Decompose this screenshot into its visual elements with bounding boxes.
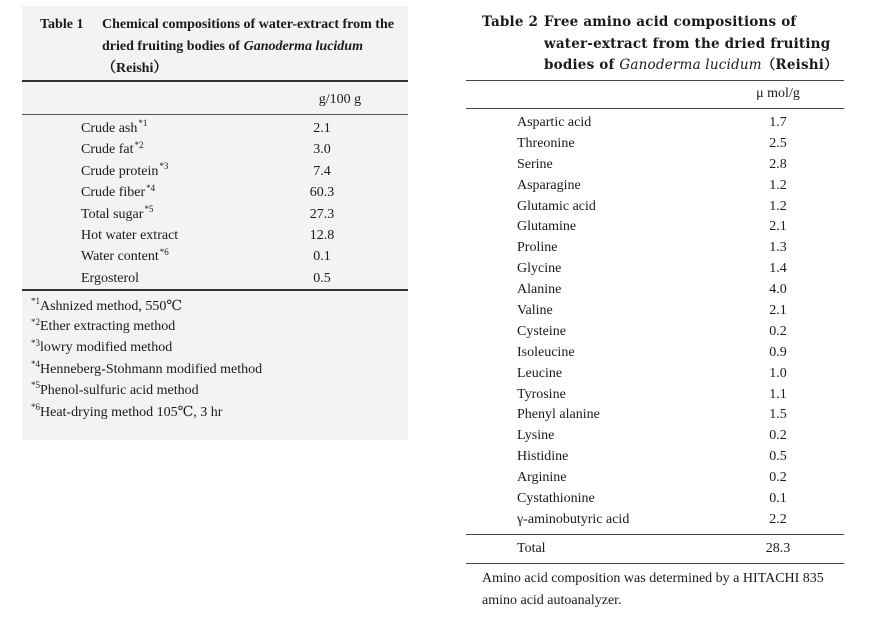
row-name: Glutamine [517, 219, 577, 235]
footnote-mark: *2 [134, 139, 144, 150]
row-name: Alanine [517, 282, 562, 298]
footnote-mark: *5 [31, 380, 40, 391]
row-name: Leucine [517, 365, 563, 381]
row-value: 0.2 [769, 323, 787, 339]
table-row [466, 323, 844, 344]
footnote-text: Ether extracting method [40, 319, 176, 335]
table-row [22, 118, 408, 142]
row-name: Threonine [517, 135, 575, 151]
row-name: Glutamic acid [517, 198, 596, 214]
row-value: 1.2 [769, 198, 787, 214]
table-row [466, 114, 844, 135]
row-value: 2.8 [769, 156, 787, 172]
table-2-body [466, 114, 844, 532]
table-2-footnote: Amino acid composition was determined by a HITACHI 835 amino acid autoanalyzer. [482, 571, 824, 608]
row-name: Serine [517, 156, 553, 172]
row-value: 1.3 [769, 240, 787, 256]
table-row [466, 135, 844, 156]
row-name: Ergosterol [81, 270, 140, 286]
table-row [466, 302, 844, 323]
table-1-body [22, 118, 408, 292]
row-value: 12.8 [309, 227, 335, 243]
row-value: 27.3 [309, 206, 335, 222]
table-1-unit-header: g/100 g [318, 92, 362, 107]
row-value: 0.2 [769, 470, 787, 486]
table-2-top-rule [466, 80, 844, 81]
row-value: 1.2 [769, 177, 787, 193]
footnote [30, 316, 400, 340]
footnote-mark: *1 [31, 296, 40, 307]
table-row [466, 281, 844, 302]
row-name: Proline [517, 240, 558, 256]
footnote [30, 337, 400, 361]
table-2-total-rule [466, 534, 844, 535]
row-value: 0.5 [769, 449, 787, 465]
table-2-title: Free amino acid compositions of water-extract from the dried fruiting bodies of Ganoderma lucidum（Reishi） [544, 14, 838, 73]
footnote [30, 358, 400, 383]
table-row [466, 239, 844, 260]
table-row [466, 198, 844, 219]
row-name: Phenyl alanine [517, 407, 600, 423]
table-row [22, 203, 408, 228]
table-row [22, 228, 408, 249]
table-2 [466, 6, 844, 631]
row-value: 0.5 [313, 270, 331, 286]
footnote-mark: *1 [138, 118, 148, 129]
footnote-mark: *5 [144, 203, 154, 214]
table-row [466, 448, 844, 469]
footnote-mark: *2 [31, 316, 40, 327]
table-1-bottom-rule [22, 289, 408, 291]
footnote-text: Ashnized method, 550℃ [40, 299, 183, 314]
table-row [466, 156, 844, 177]
table-1-top-rule [22, 80, 408, 82]
footnote [30, 404, 400, 425]
row-name: Cysteine [517, 323, 566, 339]
table-row [22, 161, 408, 185]
footnote-text: lowry modified method [40, 340, 173, 356]
row-value: 1.5 [769, 407, 787, 423]
footnote [30, 298, 400, 319]
footnote-mark: *4 [31, 358, 40, 369]
table-row [466, 344, 844, 365]
row-value: 0.2 [769, 428, 787, 444]
footnote-text: Henneberg-Stohmann modified method [40, 361, 263, 377]
table-row [466, 386, 844, 407]
row-name: Valine [517, 303, 553, 319]
table-row [466, 511, 844, 532]
footnote-text: Heat-drying method 105℃, 3 hr [40, 404, 223, 420]
row-name: Crude fiber$^{*4}$ [81, 182, 156, 201]
row-name: Glycine [517, 261, 562, 277]
footnote-mark: *6 [31, 402, 40, 413]
table-1-header-rule [22, 114, 408, 115]
row-value: 2.1 [769, 219, 787, 235]
row-value: 0.1 [769, 491, 787, 507]
row-name: Aspartic acid [517, 115, 592, 130]
row-name: Isoleucine [517, 344, 575, 360]
table-row [466, 177, 844, 198]
table-1-footnotes [30, 298, 400, 425]
row-value: 60.3 [309, 185, 335, 201]
row-value: 2.1 [313, 121, 331, 136]
table-row [466, 260, 844, 281]
table-2-header-rule [466, 108, 844, 109]
table-row [466, 218, 844, 239]
row-value: 1.0 [769, 365, 787, 381]
row-name: Histidine [517, 449, 569, 465]
table-1-label: Table 1 [40, 17, 84, 32]
row-value: 2.5 [769, 135, 787, 151]
row-name: Cystathionine [517, 491, 595, 507]
row-value: 0.9 [769, 344, 787, 360]
row-value: 1.1 [769, 386, 787, 402]
table-1 [22, 6, 408, 440]
table-1-title: Chemical compositions of water-extract from the dried fruiting bodies of Ganoderma lucidum（Reishi） [102, 17, 394, 76]
row-value: 7.4 [313, 163, 331, 179]
footnote-mark: *3 [31, 337, 40, 348]
row-name: γ-aminobutyric acid [517, 511, 630, 527]
table-row [466, 406, 844, 427]
table-row [466, 490, 844, 511]
row-value: 4.0 [769, 282, 787, 298]
row-value: 2.1 [769, 303, 787, 319]
table-2-total-value: 28.3 [765, 541, 791, 556]
row-value: 1.7 [769, 115, 787, 130]
table-row [22, 139, 408, 163]
row-name: Arginine [517, 470, 567, 486]
table-row [466, 365, 844, 386]
row-name: Total sugar$^{*5}$ [81, 203, 154, 222]
table-2-unit-header: μ mol/g [756, 86, 800, 101]
row-name: Hot water extract [81, 227, 179, 243]
row-name: Crude ash$^{*1}$ [81, 118, 148, 136]
footnote [30, 380, 400, 404]
table-row [466, 469, 844, 490]
footnote-mark: *4 [146, 182, 156, 193]
row-name: Crude protein$^{*3}$ [81, 161, 169, 179]
table-2-total-label: Total [517, 541, 546, 556]
row-name: Water content$^{*6}$ [81, 246, 169, 265]
table-row [22, 182, 408, 206]
table-row [466, 427, 844, 448]
row-name: Tyrosine [517, 386, 566, 402]
row-name: Asparagine [517, 177, 581, 193]
row-name: Crude fat$^{*2}$ [81, 139, 144, 158]
row-value: 3.0 [313, 142, 331, 158]
table-row [22, 246, 408, 270]
table-2-label: Table 2 [482, 14, 539, 30]
footnote-mark: *6 [159, 246, 169, 257]
row-name: Lysine [517, 428, 555, 444]
footnote-mark: *3 [159, 161, 169, 172]
table-2-bottom-rule [466, 563, 844, 564]
footnote-text: Phenol-sulfuric acid method [40, 382, 199, 398]
row-value: 1.4 [769, 261, 787, 277]
row-value: 2.2 [769, 511, 787, 527]
row-value: 0.1 [313, 249, 331, 265]
